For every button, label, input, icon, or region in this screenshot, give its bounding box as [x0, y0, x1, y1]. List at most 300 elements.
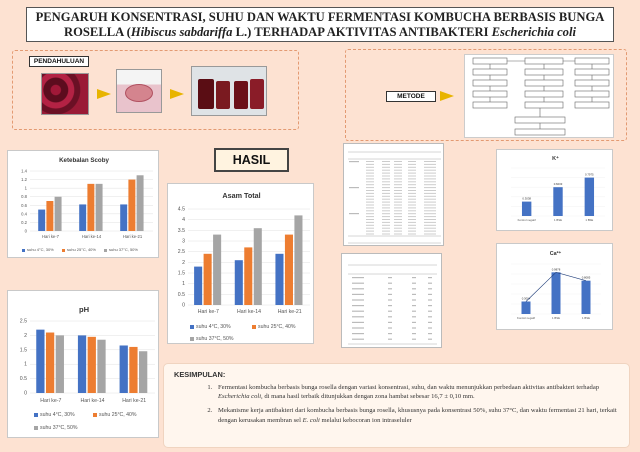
- table-cell: [412, 339, 416, 340]
- table-cell: [424, 231, 436, 232]
- y-tick-label: 1: [24, 361, 27, 368]
- table-cell: [424, 164, 436, 165]
- kplus-chart-panel: [496, 149, 613, 231]
- y-tick-label: 3.5: [177, 227, 185, 234]
- legend-swatch: [190, 325, 194, 329]
- table-cell: [394, 234, 402, 235]
- table-cell: [366, 231, 374, 232]
- roselle-petals-bowl-image: [116, 69, 162, 113]
- table-cell: [412, 333, 416, 334]
- conclusion-list: [214, 383, 619, 425]
- table-cell: [366, 161, 374, 162]
- x-tick-label: 1 BSE: [585, 218, 594, 222]
- asam-chart: [168, 184, 315, 345]
- table-cell: [408, 173, 416, 174]
- pendahuluan-label: PENDAHULUAN: [29, 56, 89, 67]
- table-cell: [394, 190, 402, 191]
- table-cell: [394, 207, 402, 208]
- y-tick-label: 2.5: [19, 318, 27, 325]
- hasil-label: HASIL: [214, 148, 289, 172]
- legend-swatch: [93, 413, 97, 417]
- x-tick-label: Hari ke-7: [40, 398, 62, 404]
- arrow-icon: [97, 89, 111, 99]
- data-label: 0.6033: [553, 182, 563, 187]
- table-cell: [394, 178, 402, 179]
- table-cell: [366, 170, 374, 171]
- table-cell: [394, 181, 402, 182]
- table-cell: [382, 234, 390, 235]
- table-cell: [408, 161, 416, 162]
- data-label: 0.3004: [521, 296, 531, 301]
- table-cell: [394, 196, 402, 197]
- x-tick-label: Hari ke-14: [237, 309, 261, 315]
- bar: [213, 235, 221, 305]
- table-cell: [394, 219, 402, 220]
- x-tick-label: 1 BSE: [554, 218, 562, 222]
- table-cell: [408, 170, 416, 171]
- y-tick-label: 0.4: [21, 211, 27, 217]
- arrow-icon: [440, 91, 454, 101]
- table-cell: [366, 184, 374, 185]
- table-cell: [382, 196, 390, 197]
- roselle-flowers-image: [41, 73, 89, 115]
- table-cell: [408, 190, 416, 191]
- y-tick-label: 0.2: [21, 219, 27, 225]
- table-cell: [394, 202, 402, 203]
- table-cell: [408, 202, 416, 203]
- poster-title: [26, 7, 614, 42]
- x-tick-label: Kontrol negatif: [517, 218, 536, 222]
- bar: [36, 330, 44, 393]
- table-cell: [352, 294, 364, 295]
- table-cell: [366, 213, 374, 214]
- table-cell: [428, 283, 432, 284]
- table-cell: [394, 161, 402, 162]
- table-cell: [366, 173, 374, 174]
- table-cell: [352, 322, 364, 323]
- table-cell: [388, 322, 392, 323]
- bar: [522, 302, 531, 315]
- bar: [275, 254, 283, 305]
- table-cell: [408, 167, 416, 168]
- table-cell: [428, 339, 432, 340]
- table-cell: [412, 283, 416, 284]
- x-tick-label: Hari ke-7: [42, 234, 59, 239]
- y-tick-label: 2.5: [177, 249, 185, 256]
- y-tick-label: 0: [24, 390, 27, 397]
- x-tick-label: 1 BSE: [582, 316, 590, 320]
- y-tick-label: 2: [24, 332, 27, 339]
- bar: [204, 254, 212, 305]
- table-cell: [394, 170, 402, 171]
- table-cell: [382, 205, 390, 206]
- table-cell: [366, 207, 374, 208]
- table-cell: [424, 234, 436, 235]
- conclusion-item-2: 2. Mekanisme kerja antibakteri dari kombucha berbasis bunga rosella, khususnya pada konsentrasi 50%, suhu 37°C, dan waktu fermentasi 21 hari, terkait dengan kerusakan membran sel E. coli melalui kebocoran ion intraseluler: [214, 406, 619, 424]
- table-cell: [382, 210, 390, 211]
- y-tick-label: 1.5: [19, 347, 27, 354]
- table-cell: [366, 176, 374, 177]
- y-tick-label: 0.5: [177, 291, 185, 298]
- table-cell: [382, 202, 390, 203]
- table-cell: [352, 299, 364, 300]
- table-cell: [428, 316, 432, 317]
- table-2-grid: [342, 254, 443, 349]
- bar: [244, 247, 252, 305]
- x-tick-label: Hari ke-7: [197, 309, 219, 315]
- table-cell: [412, 294, 416, 295]
- table-cell: [424, 222, 436, 223]
- table-cell: [428, 333, 432, 334]
- table-cell: [366, 228, 374, 229]
- bar: [137, 175, 144, 231]
- table-cell: [424, 181, 436, 182]
- bar: [78, 335, 86, 393]
- table-cell: [394, 210, 402, 211]
- table-cell: [352, 327, 364, 328]
- table-cell: [424, 213, 436, 214]
- table-cell: [424, 178, 436, 179]
- table-cell: [424, 167, 436, 168]
- table-cell: [408, 225, 416, 226]
- table-cell: [382, 231, 390, 232]
- table-cell: [412, 299, 416, 300]
- table-cell: [412, 288, 416, 289]
- table-cell: [382, 187, 390, 188]
- table-cell: [428, 299, 432, 300]
- table-cell: [424, 176, 436, 177]
- pendahuluan-section: [12, 50, 299, 130]
- table-cell: [352, 316, 364, 317]
- table-cell: [382, 181, 390, 182]
- y-tick-label: 0: [24, 228, 27, 234]
- table-cell: [388, 299, 392, 300]
- kombucha-jars-image: [191, 66, 267, 116]
- table-cell: [366, 205, 374, 206]
- table-cell: [408, 181, 416, 182]
- table-cell: [408, 228, 416, 229]
- table-cell: [366, 210, 374, 211]
- bar: [120, 204, 127, 231]
- bar: [88, 337, 96, 393]
- table-cell: [428, 288, 432, 289]
- table-cell: [382, 167, 390, 168]
- table-cell: [352, 333, 364, 334]
- table-cell: [424, 216, 436, 217]
- table-cell: [424, 193, 436, 194]
- y-tick-label: 1.2: [21, 177, 27, 183]
- kplus-chart: [497, 150, 614, 232]
- chart-title: Asam Total: [222, 191, 261, 200]
- table-cell: [382, 219, 390, 220]
- legend-swatch: [252, 325, 256, 329]
- legend-swatch: [104, 249, 107, 252]
- table-cell: [366, 164, 374, 165]
- table-cell: [352, 339, 364, 340]
- bar: [97, 340, 105, 393]
- table-cell: [408, 231, 416, 232]
- y-tick-label: 1.4: [21, 168, 27, 174]
- table-cell: [428, 322, 432, 323]
- table-cell: [382, 176, 390, 177]
- table-cell: [382, 225, 390, 226]
- y-tick-label: 0.8: [21, 194, 27, 200]
- data-label: 0.9878: [551, 267, 561, 272]
- table-cell: [388, 316, 392, 317]
- data-label: 0.8085: [581, 275, 591, 280]
- bar: [38, 210, 45, 231]
- table-cell: [382, 193, 390, 194]
- table-cell: [382, 207, 390, 208]
- table-cell: [394, 228, 402, 229]
- title-line-2: ROSELLA (Hibiscus sabdariffa L.) TERHADAP AKTIVITAS ANTIBAKTERI Escherichia coli: [64, 24, 576, 39]
- table-cell: [352, 305, 364, 306]
- table-cell: [388, 305, 392, 306]
- table-1-grid: [344, 144, 445, 247]
- table-cell: [366, 234, 374, 235]
- x-tick-label: 1 BSE: [552, 316, 560, 320]
- table-cell: [408, 187, 416, 188]
- table-cell: [412, 316, 416, 317]
- table-cell: [388, 288, 392, 289]
- table-cell: [428, 327, 432, 328]
- table-cell: [366, 222, 374, 223]
- table-cell: [366, 181, 374, 182]
- legend-label: suhu 37°C, 50%: [196, 336, 234, 342]
- ca-chart-panel: [496, 243, 613, 330]
- table-cell: [412, 322, 416, 323]
- result-table-1: [343, 143, 444, 246]
- table-cell: [366, 196, 374, 197]
- method-flowchart: [464, 54, 614, 138]
- table-cell: [408, 205, 416, 206]
- legend-label: suhu 4°C, 30%: [27, 247, 54, 252]
- table-cell: [388, 294, 392, 295]
- legend-label: suhu 25°C, 40%: [258, 324, 296, 330]
- bar: [235, 260, 243, 305]
- bar: [139, 351, 147, 393]
- table-cell: [408, 178, 416, 179]
- x-tick-label: Hari ke-21: [122, 234, 143, 239]
- table-cell: [366, 219, 374, 220]
- table-cell: [424, 199, 436, 200]
- table-cell: [394, 173, 402, 174]
- legend-label: suhu 37°C, 50%: [109, 247, 138, 252]
- table-cell: [424, 205, 436, 206]
- table-cell: [424, 173, 436, 174]
- legend-label: suhu 37°C, 50%: [40, 425, 78, 431]
- table-cell: [408, 210, 416, 211]
- y-tick-label: 3: [182, 238, 185, 245]
- table-cell: [424, 184, 436, 185]
- table-cell: [388, 277, 392, 278]
- x-tick-label: Hari ke-14: [80, 398, 105, 404]
- table-cell: [382, 161, 390, 162]
- table-cell: [382, 184, 390, 185]
- legend-swatch: [34, 426, 38, 430]
- table-cell: [408, 199, 416, 200]
- bar: [254, 228, 262, 305]
- bar: [285, 235, 293, 305]
- bar: [120, 345, 128, 393]
- table-cell: [394, 199, 402, 200]
- x-tick-label: Kontrol negatif: [516, 316, 536, 320]
- bar: [56, 335, 64, 393]
- legend-swatch: [22, 249, 25, 252]
- table-cell: [424, 161, 436, 162]
- table-cell: [408, 193, 416, 194]
- bar: [585, 178, 594, 216]
- table-cell: [428, 311, 432, 312]
- table-cell: [382, 228, 390, 229]
- table-cell: [408, 184, 416, 185]
- table-cell: [424, 225, 436, 226]
- chart-title: Ketebalan Scoby: [59, 157, 109, 164]
- y-tick-label: 0.5: [19, 376, 27, 383]
- bar: [552, 272, 561, 314]
- chart-title: Ca²⁺: [549, 251, 562, 257]
- table-cell: [424, 187, 436, 188]
- y-tick-label: 1: [24, 185, 27, 191]
- conclusion-item-1: 1. Fermentasi kombucha berbasis bunga rosella dengan variasi konsentrasi, suhu, dan waktu menunjukkan perbedaan aktivitas antibakteri terhadap Escherichia coli, di mana hasil terbaik ditunjukkan dengan zona hambat sebesar 16,7 ± 0,10 mm.: [214, 383, 619, 401]
- legend-swatch: [34, 413, 38, 417]
- table-cell: [424, 219, 436, 220]
- bar: [522, 202, 531, 216]
- chart-title: pH: [78, 305, 90, 314]
- bar: [294, 215, 302, 305]
- bar: [128, 180, 135, 231]
- flowchart-diagram: [465, 55, 615, 139]
- table-cell: [408, 207, 416, 208]
- table-cell: [394, 205, 402, 206]
- table-cell: [408, 213, 416, 214]
- y-tick-label: 0.6: [21, 202, 27, 208]
- table-cell: [428, 305, 432, 306]
- table-cell: [394, 176, 402, 177]
- bar: [87, 184, 94, 231]
- x-tick-label: Hari ke-21: [277, 309, 302, 315]
- table-cell: [382, 178, 390, 179]
- table-cell: [366, 193, 374, 194]
- ca-chart: [497, 244, 614, 331]
- legend-swatch: [190, 337, 194, 341]
- y-tick-label: 2: [182, 259, 185, 266]
- table-cell: [412, 327, 416, 328]
- table-cell: [394, 193, 402, 194]
- table-cell: [424, 190, 436, 191]
- table-cell: [366, 199, 374, 200]
- table-cell: [394, 164, 402, 165]
- x-tick-label: Hari ke-14: [81, 234, 102, 239]
- bar: [194, 267, 202, 305]
- legend-label: suhu 4°C, 30%: [196, 324, 231, 330]
- y-tick-label: 1: [182, 281, 185, 288]
- table-cell: [366, 167, 374, 168]
- bar: [553, 187, 562, 216]
- table-cell: [382, 222, 390, 223]
- table-cell: [352, 283, 364, 284]
- ph-chart-panel: [7, 290, 159, 438]
- table-cell: [352, 288, 364, 289]
- table-cell: [428, 277, 432, 278]
- table-cell: [412, 311, 416, 312]
- title-line-1: PENGARUH KONSENTRASI, SUHU DAN WAKTU FERMENTASI KOMBUCHA BERBASIS BUNGA: [35, 9, 605, 24]
- table-cell: [388, 339, 392, 340]
- table-cell: [366, 187, 374, 188]
- table-cell: [424, 170, 436, 171]
- table-cell: [382, 213, 390, 214]
- table-cell: [424, 207, 436, 208]
- table-cell: [382, 199, 390, 200]
- y-tick-label: 1.5: [177, 270, 185, 277]
- y-tick-label: 0: [182, 302, 185, 309]
- y-tick-label: 4: [182, 217, 185, 224]
- kesimpulan-section: [163, 363, 630, 448]
- scoby-chart-panel: [7, 150, 159, 258]
- data-label: 0.3038: [522, 196, 531, 201]
- ph-chart: [8, 291, 160, 439]
- result-table-2: [341, 253, 442, 348]
- chart-title: K⁺: [552, 156, 559, 162]
- metode-label: METODE: [386, 91, 436, 102]
- kesimpulan-heading: KESIMPULAN:: [174, 370, 226, 379]
- table-cell: [366, 178, 374, 179]
- bar: [46, 333, 54, 393]
- table-cell: [382, 170, 390, 171]
- table-cell: [408, 222, 416, 223]
- scoby-chart: [8, 151, 160, 259]
- table-cell: [408, 234, 416, 235]
- table-cell: [382, 173, 390, 174]
- x-tick-label: Hari ke-21: [122, 398, 147, 404]
- bar: [79, 204, 86, 231]
- legend-label: suhu 25°C, 40%: [99, 412, 137, 418]
- table-cell: [382, 190, 390, 191]
- table-cell: [408, 176, 416, 177]
- bar: [55, 197, 62, 231]
- asam-chart-panel: [167, 183, 314, 344]
- table-cell: [408, 196, 416, 197]
- table-cell: [394, 213, 402, 214]
- table-cell: [366, 216, 374, 217]
- bar: [96, 184, 103, 231]
- table-cell: [366, 225, 374, 226]
- table-cell: [412, 277, 416, 278]
- table-cell: [394, 225, 402, 226]
- table-cell: [388, 327, 392, 328]
- table-cell: [394, 187, 402, 188]
- table-cell: [394, 167, 402, 168]
- table-cell: [408, 164, 416, 165]
- bar: [582, 281, 591, 314]
- bar: [129, 347, 137, 393]
- y-tick-label: 4.5: [177, 206, 185, 213]
- table-cell: [408, 216, 416, 217]
- table-cell: [394, 216, 402, 217]
- arrow-icon: [170, 89, 184, 99]
- table-cell: [382, 164, 390, 165]
- table-cell: [424, 202, 436, 203]
- table-cell: [388, 311, 392, 312]
- table-cell: [394, 231, 402, 232]
- table-cell: [424, 228, 436, 229]
- table-cell: [382, 216, 390, 217]
- table-cell: [424, 196, 436, 197]
- bar: [46, 201, 53, 231]
- legend-label: suhu 25°C, 40%: [67, 247, 96, 252]
- table-cell: [428, 294, 432, 295]
- legend-label: suhu 4°C, 30%: [40, 412, 75, 418]
